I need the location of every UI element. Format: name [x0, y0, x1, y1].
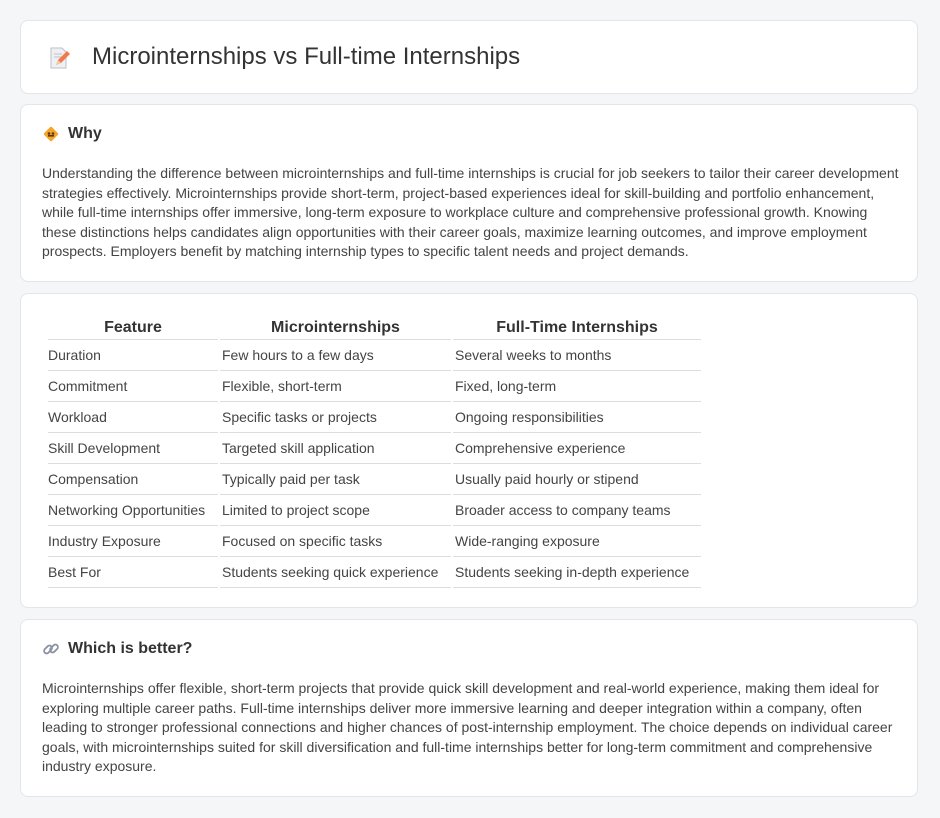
table-cell: Students seeking quick experience	[220, 557, 451, 588]
which-is-better-section	[20, 619, 918, 797]
why-paragraph: Understanding the difference between microinternships and full-time internships is crucial for job seekers to tailor their career development strategies effectively. Microinternships provide short-term, project-based experiences ideal for skill-building and portfolio enhancement, while full-time internships offer immersive, long-term exposure to workplace culture and comprehensive professional growth. Knowing these distinctions helps candidates align opportunities with their career goals, maximize learning outcomes, and improve employment prospects. Employers benefit by matching internship types to specific talent needs and project demands.	[42, 165, 899, 259]
comparison-card	[20, 293, 918, 608]
table-cell: Specific tasks or projects	[220, 402, 451, 433]
why-heading-row	[42, 125, 102, 143]
column-header-microinternships: Microinternships	[220, 314, 451, 340]
table-cell: Wide-ranging exposure	[453, 526, 701, 557]
table-cell: Ongoing responsibilities	[453, 402, 701, 433]
table-row	[48, 495, 701, 526]
column-header-full-time: Full-Time Internships	[453, 314, 701, 340]
table-row	[48, 464, 701, 495]
table-cell: Broader access to company teams	[453, 495, 701, 526]
table-row	[48, 371, 701, 402]
better-heading-row	[42, 640, 192, 658]
table-cell: Workload	[48, 402, 218, 433]
table-cell: Compensation	[48, 464, 218, 495]
table-cell: Targeted skill application	[220, 433, 451, 464]
table-row	[48, 557, 701, 588]
comparison-table	[46, 314, 703, 588]
document-pencil-icon	[47, 46, 71, 70]
table-header-row	[48, 314, 701, 340]
table-row	[48, 402, 701, 433]
better-heading: Which is better?	[68, 640, 193, 657]
table-cell: Flexible, short-term	[220, 371, 451, 402]
diamond-sign-icon	[42, 125, 60, 143]
page-title: Microinternships vs Full-time Internships	[92, 43, 521, 70]
table-cell: Industry Exposure	[48, 526, 218, 557]
table-row	[48, 340, 701, 371]
table-row	[48, 433, 701, 464]
table-cell: Several weeks to months	[453, 340, 701, 371]
table-row	[48, 526, 701, 557]
table-cell: Commitment	[48, 371, 218, 402]
title-card	[20, 20, 918, 94]
table-cell: Duration	[48, 340, 218, 371]
why-section	[20, 104, 918, 282]
column-header-feature: Feature	[48, 314, 218, 340]
table-cell: Few hours to a few days	[220, 340, 451, 371]
table-cell: Comprehensive experience	[453, 433, 701, 464]
better-paragraph: Microinternships offer flexible, short-term projects that provide quick skill development and real-world experience, making them ideal for exploring multiple career paths. Full-time internships deliver more immersive learning and deeper integration within a company, often leading to stronger professional connections and higher chances of post-internship employment. The choice depends on individual career goals, with microinternships suited for skill diversification and full-time internships better for long-term commitment and comprehensive industry exposure.	[42, 680, 893, 774]
table-cell: Focused on specific tasks	[220, 526, 451, 557]
table-cell: Networking Opportunities	[48, 495, 218, 526]
table-cell: Best For	[48, 557, 218, 588]
link-icon	[42, 640, 60, 658]
table-cell: Fixed, long-term	[453, 371, 701, 402]
table-cell: Limited to project scope	[220, 495, 451, 526]
why-heading: Why	[68, 125, 102, 142]
table-cell: Skill Development	[48, 433, 218, 464]
table-cell: Typically paid per task	[220, 464, 451, 495]
table-cell: Usually paid hourly or stipend	[453, 464, 701, 495]
table-cell: Students seeking in-depth experience	[453, 557, 701, 588]
